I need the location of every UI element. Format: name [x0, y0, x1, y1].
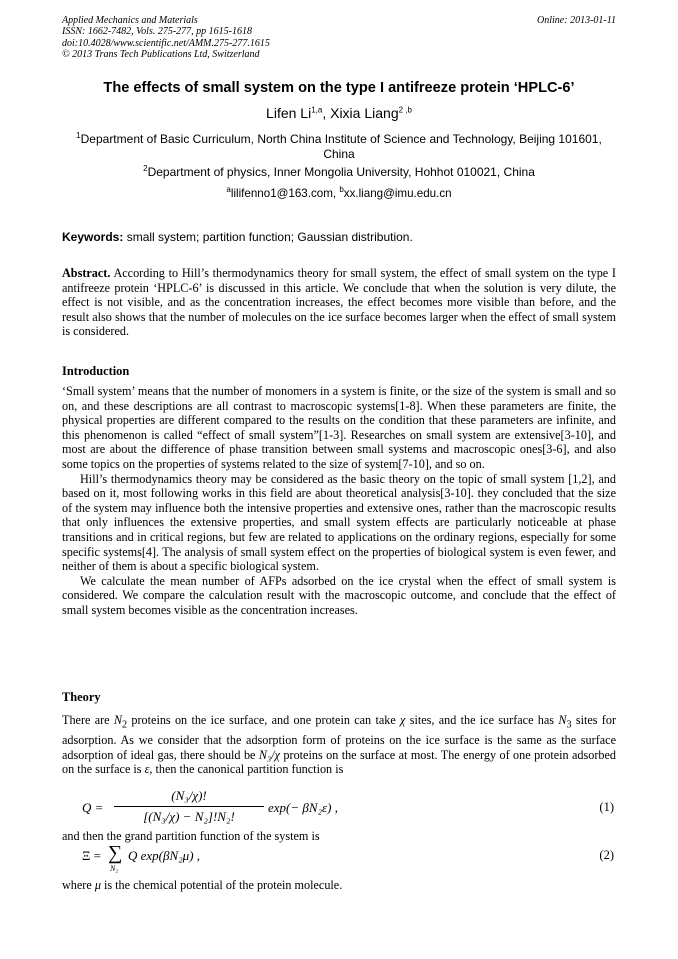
equation-1-lhs: Q = — [82, 800, 104, 815]
symbol-n2: N — [113, 713, 123, 727]
theory-text: proteins on the ice surface, and one protein can take — [127, 713, 401, 727]
sum-symbol: ∑ — [108, 842, 123, 864]
copyright-line: © 2013 Trans Tech Publications Ltd, Switzerland — [62, 49, 260, 61]
affiliation-1 — [62, 132, 616, 162]
author-separator: , — [322, 105, 331, 121]
equation-1 — [62, 788, 616, 830]
email-1-mark: a — [226, 185, 231, 195]
equation-1-rhs: exp(− βN₂ε) , — [268, 800, 339, 815]
issn-line: ISSN: 1662-7482, Vols. 275-277, pp 1615-1618 — [62, 26, 252, 38]
email-1[interactable]: lilifenno1@163.com, — [230, 187, 340, 200]
theory-text: There are — [62, 713, 114, 727]
keywords-text: small system; partition function; Gaussian distribution. — [123, 230, 413, 244]
theory-text: proteins on the surface at most. The energy of one protein adsorbed on the surface is — [62, 747, 617, 777]
symbol-epsilon: ε — [144, 762, 150, 777]
introduction-heading: Introduction — [62, 364, 130, 378]
email-2-mark: b — [339, 185, 344, 195]
journal-name: Applied Mechanics and Materials — [62, 15, 198, 26]
affiliation-2 — [62, 165, 616, 180]
affiliation-2-text: Department of physics, Inner Mongolia University, Hohhot 010021, China — [147, 165, 535, 179]
between-text: and then the grand partition function of the system is — [62, 829, 320, 843]
equation-2-rhs: Q exp(βN₂μ) , — [128, 848, 201, 863]
doi-line: doi:10.4028/www.scientific.net/AMM.275-277.1615 — [62, 37, 270, 49]
equation-2 — [62, 842, 616, 876]
equation-2-number: (2) — [599, 848, 614, 862]
where-text — [62, 878, 342, 893]
theory-heading: Theory — [62, 690, 101, 704]
author-2: Xixia Liang — [330, 105, 399, 121]
theory-text: sites for adsorption. As we consider that the adsorption form of proteins on the ice surface is the same as the surface adsorption of ideal gas, there should be — [62, 713, 616, 762]
keywords — [62, 230, 616, 244]
paper-title: The effects of small system on the type I antifreeze protein ‘HPLC-6’ — [103, 80, 575, 96]
equation-1-number: (1) — [599, 800, 614, 814]
online-date: Online: 2013-01-11 — [537, 15, 616, 26]
email-2[interactable]: xx.liang@imu.edu.cn — [343, 187, 452, 200]
symbol-n3-sub: 3 — [566, 719, 572, 731]
theory-text: sites, and the ice surface has — [405, 713, 559, 727]
symbol-n3: N — [558, 713, 567, 727]
intro-paragraph-3: We calculate the mean number of AFPs adsorbed on the ice crystal when the effect of small system is considered. We compare the calculation result with the macroscopic outcome, and conclude that the effect of small system becomes visible as the concentration increases. — [62, 573, 616, 617]
author-list — [62, 105, 616, 121]
equation-1-fraction — [114, 788, 264, 825]
symbol-mu: μ — [94, 878, 101, 892]
theory-text: , then the canonical partition function is — [149, 762, 344, 777]
sum-index: N₂ — [110, 864, 119, 873]
intro-paragraph-1: ‘Small system’ means that the number of monomers in a system is finite, or the size of the system is small and so on, and these descriptions are all contrast to macroscopic systems[1-8]. When these parameters are finite, the physical properties are different compared to the results on the condition that these parameters are infinite, and this phenomenon is called “effect of small system”[1-3]. Researches on small system are extensive[3-10], and most are about the difference of phase transition between small systems and macroscopic ones[3-6], and also some topics on the properties of systems related to the size of system[7-10], and so on. — [62, 384, 616, 471]
intro-paragraph-2: Hill’s thermodynamics theory may be considered as the basic theory on the topic of small system [1,2], and based on it, most following works in this field are about theoretical analysis[3-10]. they concluded that the size of the system may influence both the intensive properties and extensive ones, rather than the macroscopic results that only influences the extensive properties, and small system effects are particularly noticeable at phase transitions and in critical regions, but few are related to applications on the ordinary regions, especially for some specific systems[4]. The analysis of small system effect on the properties of biological system is even fewer, and neither of them is about a specific biological system. — [62, 471, 616, 574]
affiliation-2-mark: 2 — [143, 164, 148, 173]
email-line — [62, 187, 616, 200]
theory-paragraph — [62, 713, 616, 777]
author-1: Lifen Li — [266, 105, 312, 121]
symbol-ratio: N₃/χ — [258, 747, 280, 762]
author-1-mark: 1,a — [311, 105, 323, 115]
keywords-label: Keywords: — [62, 230, 124, 244]
author-2-mark: 2 ,b — [398, 105, 412, 115]
abstract — [62, 266, 616, 339]
affiliation-1-text: Department of Basic Curriculum, North China Institute of Science and Technology, Beijing 101601, China — [80, 132, 602, 161]
symbol-n2-sub: 2 — [122, 719, 128, 731]
symbol-chi: χ — [400, 713, 406, 727]
equation-2-lhs: Ξ = — [82, 848, 101, 863]
where-text-part: is the chemical potential of the protein molecule. — [100, 878, 343, 892]
equation-1-denominator: [(N₃/χ) − N₂]!N₂! — [143, 809, 235, 824]
affiliation-1-mark: 1 — [76, 131, 81, 140]
where-text-part: where — [62, 878, 95, 892]
introduction-body — [62, 384, 616, 618]
journal-header — [62, 15, 616, 61]
abstract-label: Abstract. — [62, 266, 111, 280]
equation-1-numerator: (N₃/χ)! — [114, 788, 264, 807]
abstract-text: According to Hill’s thermodynamics theory for small system, the effect of small system on the type I antifreeze protein ‘HPLC-6’ is discussed in this article. We conclude that when the solution is very dilute, the effect is not visible, and as the concentration increases, the effect becomes more visible than before, and the result also shows that the number of molecules on the ice surface becomes larger when the effect of small system is considered. — [62, 266, 616, 339]
